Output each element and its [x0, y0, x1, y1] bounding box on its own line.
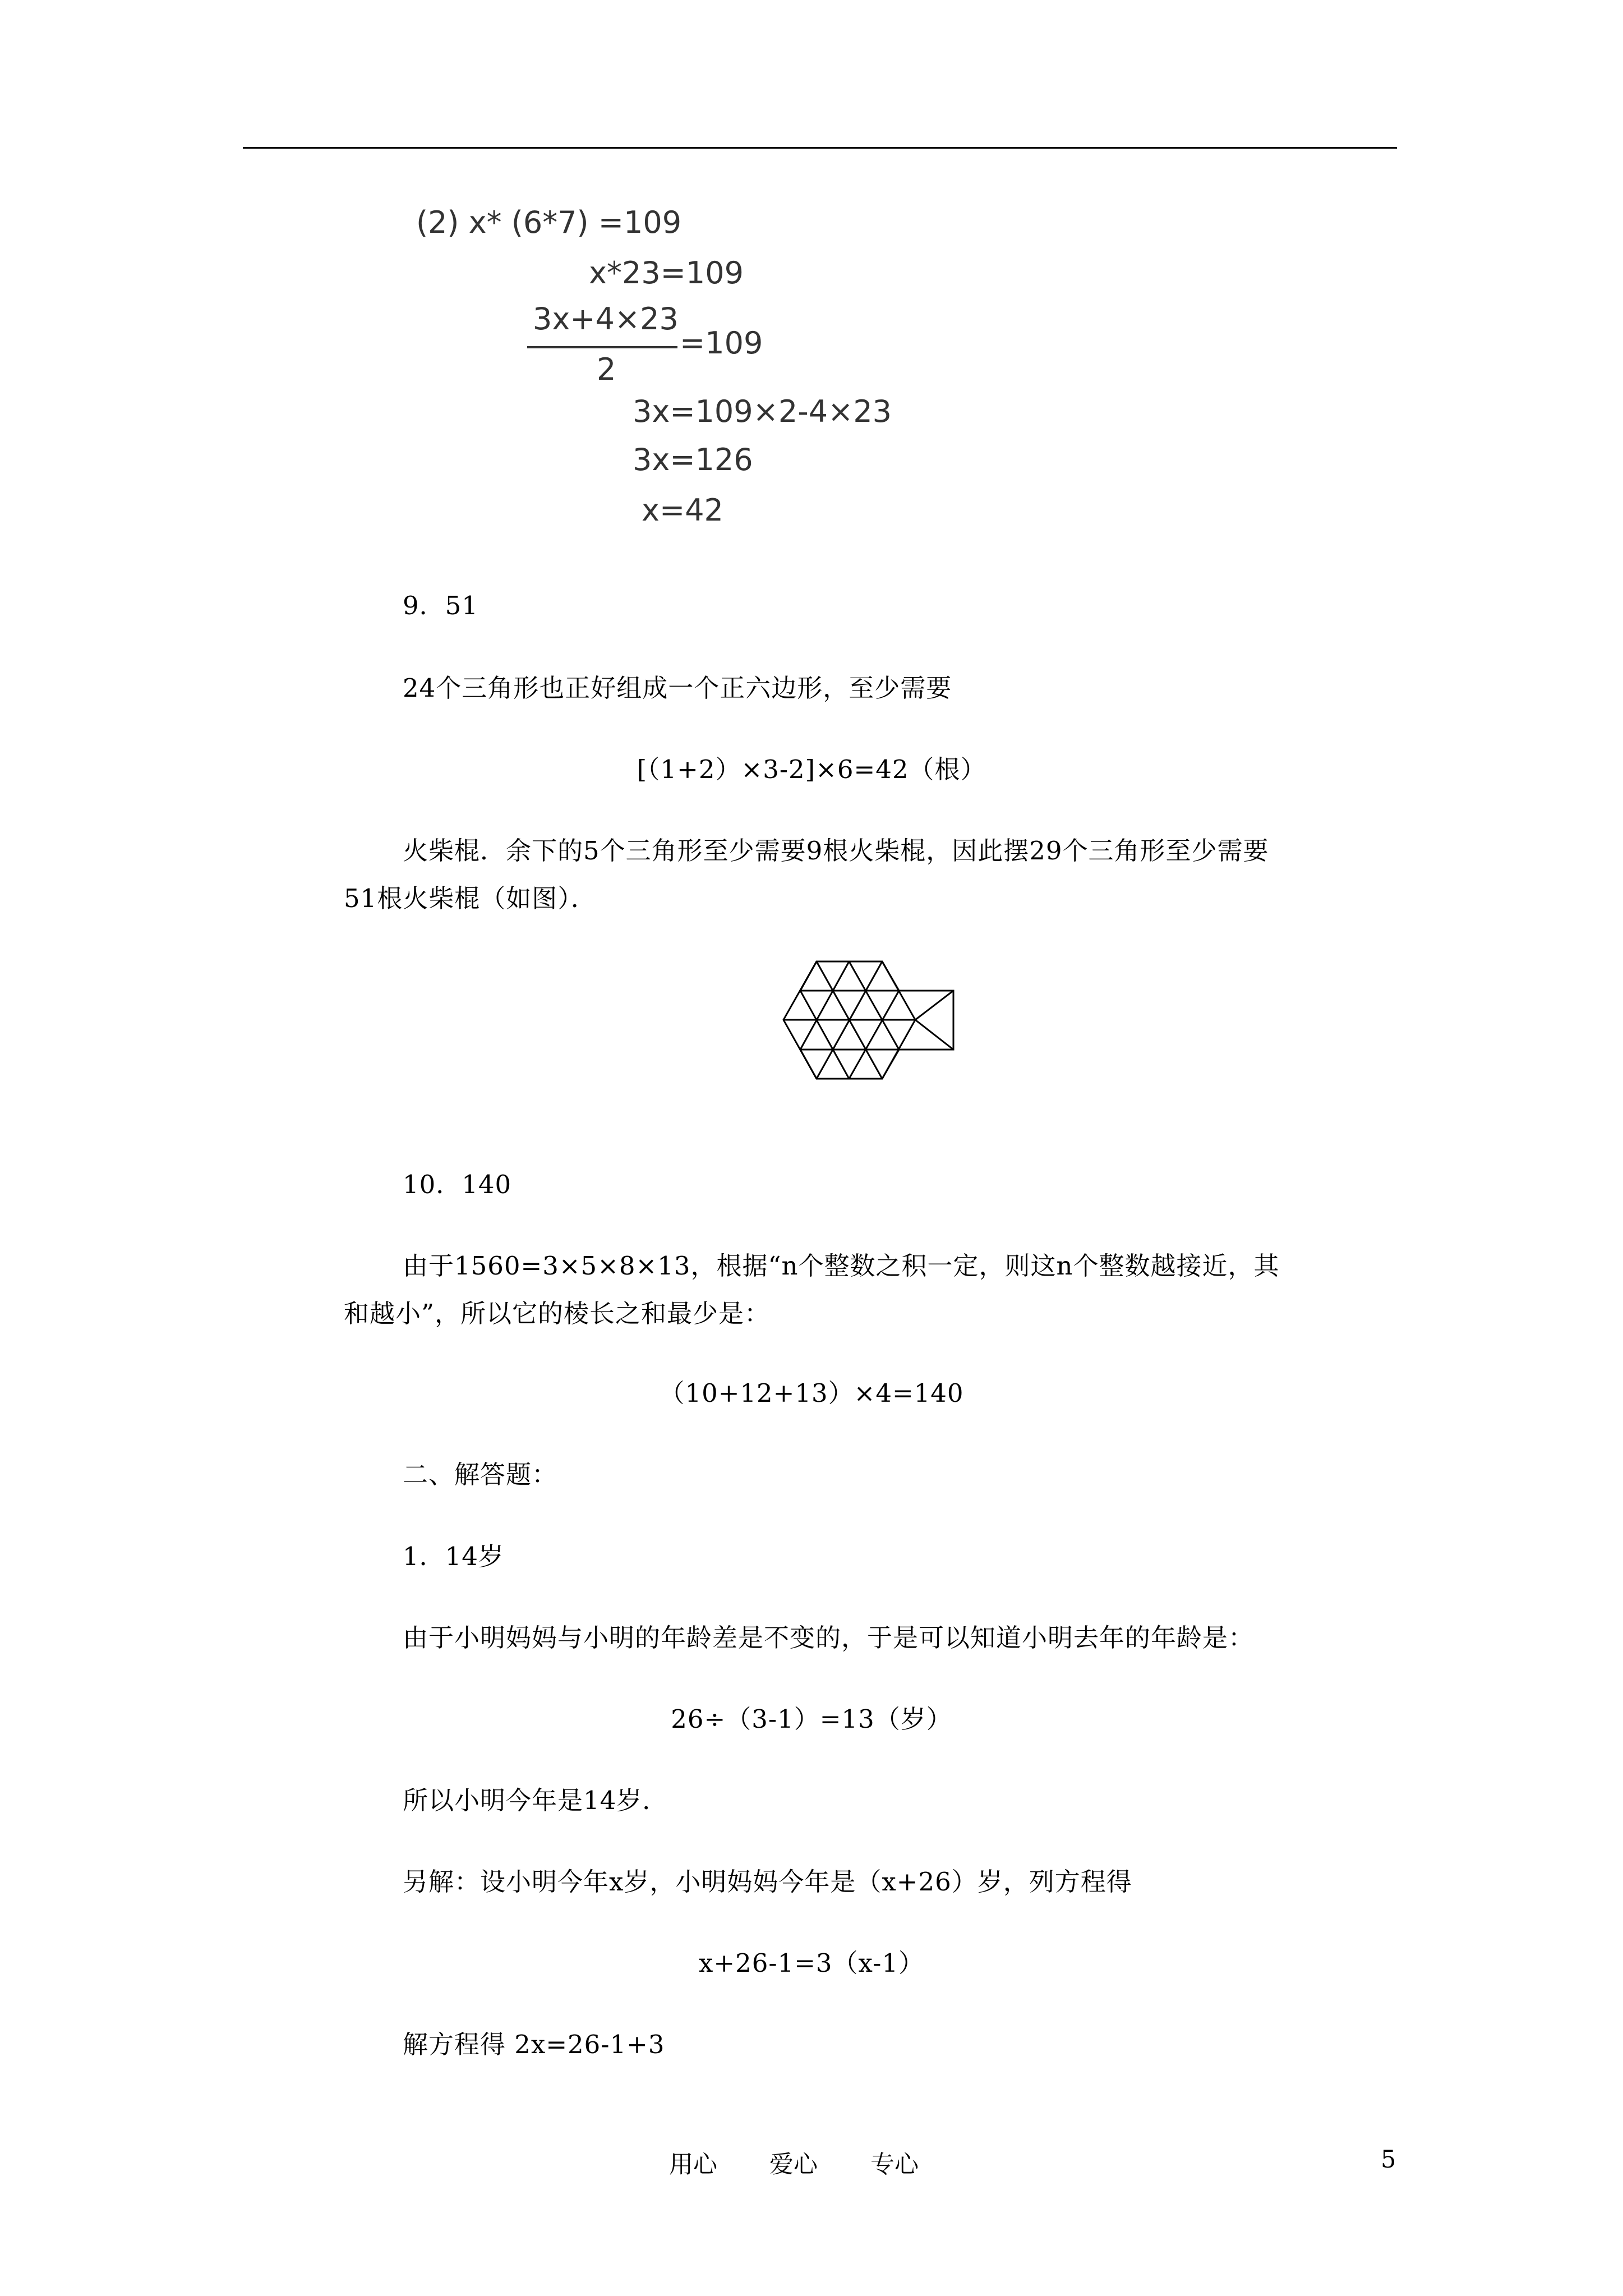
header-rule [243, 147, 1397, 149]
section-heading: 二、解答题： [403, 1460, 558, 1489]
diagonal-line [882, 1050, 899, 1079]
answer-1-formula-1: 26÷（3-1）=13（岁） [671, 1704, 952, 1734]
answer-1-formula-2: x+26-1=3（x-1） [699, 1948, 924, 1978]
diagonal-line [882, 961, 899, 991]
q10-formula: （10+12+13）×4=140 [659, 1378, 964, 1408]
diagonal-line [800, 1050, 817, 1079]
equation-line-5: 3x=126 [633, 442, 753, 477]
q10-paragraph-line-1: 由于1560=3×5×8×13，根据“n个整数之积一定，则这n个整数越接近，其 [403, 1251, 1280, 1281]
fraction-denominator: 2 [597, 352, 616, 387]
q9-paragraph-1: 24个三角形也正好组成一个正六边形，至少需要 [403, 673, 952, 703]
answer-1-paragraph-1: 由于小明妈妈与小明的年龄差是不变的，于是可以知道小明去年的年龄是： [403, 1623, 1255, 1653]
answer-1: 1．14岁 [403, 1542, 504, 1571]
answer-1-paragraph-3: 另解：设小明今年x岁，小明妈妈今年是（x+26）岁，列方程得 [403, 1867, 1132, 1897]
q10-paragraph-line-2: 和越小”，所以它的棱长之和最少是： [344, 1299, 771, 1328]
q9-answer: 9．51 [403, 591, 478, 620]
equation-line-1: (2) x* (6*7) =109 [416, 205, 682, 240]
matchstick-triangle-figure [768, 956, 970, 1114]
equation-line-6: x=42 [642, 493, 723, 528]
fraction-numerator: 3x+4×23 [533, 301, 679, 337]
q9-paragraph-2-line-1: 火柴棍．余下的5个三角形至少需要9根火柴棍，因此摆29个三角形至少需要 [403, 836, 1269, 866]
equation-line-4: 3x=109×2-4×23 [633, 394, 892, 429]
tail-line [915, 1020, 953, 1050]
fraction-rhs: =109 [680, 325, 763, 361]
diagonal-line [800, 961, 817, 991]
fraction-bar [527, 346, 677, 348]
q9-paragraph-2-line-2: 51根火柴棍（如图）． [344, 884, 597, 913]
q10-answer: 10．140 [403, 1170, 512, 1199]
q9-formula: [（1+2）×3-2]×6=42（根） [637, 754, 986, 784]
equation-line-2: x*23=109 [589, 255, 744, 291]
tail-line [915, 991, 953, 1020]
footer-motto-1: 用心 [669, 2151, 717, 2179]
answer-1-paragraph-2: 所以小明今年是14岁． [403, 1786, 668, 1815]
answer-1-paragraph-4: 解方程得 2x=26-1+3 [403, 2030, 665, 2059]
page-number: 5 [1381, 2146, 1396, 2174]
footer-motto-2: 爱心 [769, 2151, 818, 2179]
footer-motto-3: 专心 [870, 2151, 919, 2179]
